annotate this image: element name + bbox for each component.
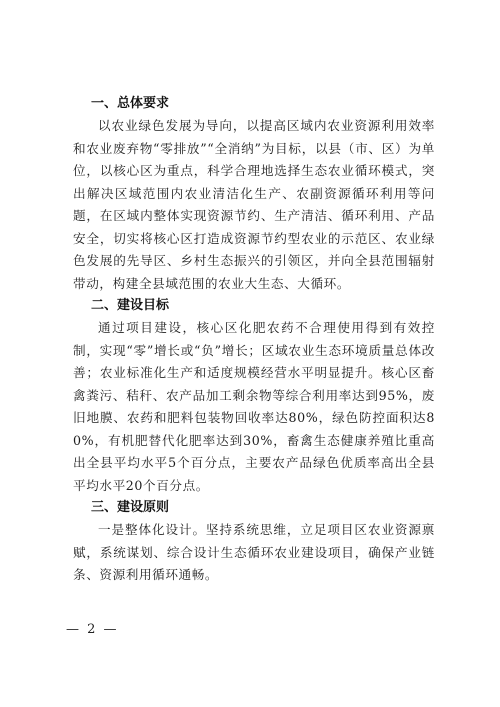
page-number: — 2 — xyxy=(66,622,119,637)
paragraph-construction-principles: 一是整体化设计。坚持系统思维，立足项目区农业资源禀赋，系统谋划、综合设计生态循环农业建设项目，确保产业链条、资源利用循环通畅。 xyxy=(73,522,435,582)
section-heading-construction-principles: 三、建设原则 xyxy=(91,500,170,515)
document-body xyxy=(73,93,435,587)
paragraph-overall-requirements: 以农业绿色发展为导向，以提高区域内农业资源利用效率和农业废弃物“零排放”“全消纳”为目标，以县（市、区）为单位，以核心区为重点，科学合理地选择生态农业循环模式，突出解决区域范围内农业清洁化生产、农副资源循环利用等问题，在区域内整体实现资源节约、生产清洁、循环利用、产品安全，切实将核心区打造成资源节约型农业的示范区、农业绿色发展的先导区、乡村生态振兴的引领区，并向全县范围辐射带动，构建全县域范围的农业大生态、大循环。 xyxy=(73,118,435,291)
section-heading-construction-goals: 二、建设目标 xyxy=(91,298,170,313)
section-heading-overall-requirements: 一、总体要求 xyxy=(91,96,170,111)
paragraph-construction-goals: 通过项目建设，核心区化肥农药不合理使用得到有效控制，实现“零”增长或“负”增长；区域农业生态环境质量总体改善；农业标准化生产和适度规模经营水平明显提升。核心区畜禽粪污、秸秆、农产品加工剩余物等综合利用率达到95%，废旧地膜、农药和肥料包装物回收率达80%，绿色防控面积达80%，有机肥替代化肥率达到30%，畜禽生态健康养殖比重高出全县平均水平5个百分点，主要农产品绿色优质率高出全县平均水平20个百分点。 xyxy=(73,320,435,493)
